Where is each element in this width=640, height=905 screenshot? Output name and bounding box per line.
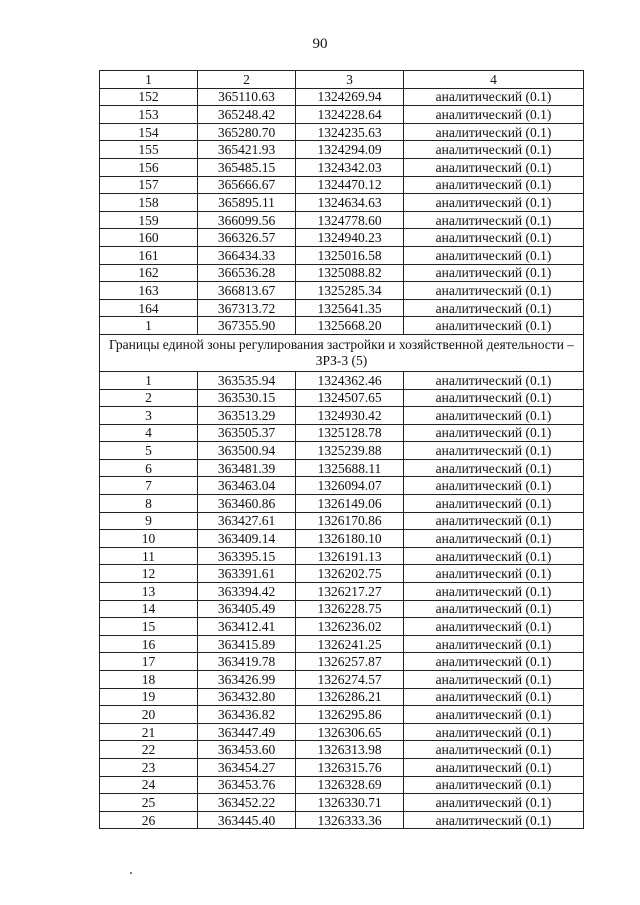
table-cell: 1326170.86 (296, 512, 404, 530)
table-cell: 363535.94 (198, 371, 296, 389)
table-cell: 1326094.07 (296, 477, 404, 495)
table-cell: аналитический (0.1) (404, 758, 584, 776)
table-cell: аналитический (0.1) (404, 653, 584, 671)
table-cell: 14 (100, 600, 198, 618)
table-cell: аналитический (0.1) (404, 600, 584, 618)
table-row (100, 495, 584, 513)
table-cell: 13 (100, 583, 198, 601)
table-cell: 1326306.65 (296, 723, 404, 741)
table-cell: аналитический (0.1) (404, 299, 584, 317)
table-cell: 1326202.75 (296, 565, 404, 583)
table-cell: аналитический (0.1) (404, 371, 584, 389)
table-cell: 1326180.10 (296, 530, 404, 548)
table-row (100, 211, 584, 229)
table-cell: 19 (100, 688, 198, 706)
table-cell: 1325285.34 (296, 282, 404, 300)
table-row (100, 618, 584, 636)
table-cell: 156 (100, 158, 198, 176)
coordinates-table (99, 70, 584, 829)
table-cell: аналитический (0.1) (404, 794, 584, 812)
table-cell: 363391.61 (198, 565, 296, 583)
header-cell: 3 (296, 71, 404, 89)
table-cell: 18 (100, 671, 198, 689)
table-cell: аналитический (0.1) (404, 459, 584, 477)
table-cell: 26 (100, 811, 198, 829)
table-cell: аналитический (0.1) (404, 618, 584, 636)
table-cell: аналитический (0.1) (404, 530, 584, 548)
table-cell: 153 (100, 106, 198, 124)
table-cell: аналитический (0.1) (404, 477, 584, 495)
table-cell: 1326191.13 (296, 547, 404, 565)
table-row (100, 600, 584, 618)
table-cell: аналитический (0.1) (404, 176, 584, 194)
table-cell: 9 (100, 512, 198, 530)
table-cell: 1325239.88 (296, 442, 404, 460)
table-cell: 363395.15 (198, 547, 296, 565)
table-cell: аналитический (0.1) (404, 141, 584, 159)
header-cell: 4 (404, 71, 584, 89)
table-cell: 366326.57 (198, 229, 296, 247)
table-cell: аналитический (0.1) (404, 635, 584, 653)
table-cell: аналитический (0.1) (404, 158, 584, 176)
table-cell: 363405.49 (198, 600, 296, 618)
table-cell: 363409.14 (198, 530, 296, 548)
table-cell: 23 (100, 758, 198, 776)
table-cell: 365248.42 (198, 106, 296, 124)
table-cell: аналитический (0.1) (404, 776, 584, 794)
table-cell: 21 (100, 723, 198, 741)
table-cell: аналитический (0.1) (404, 211, 584, 229)
table-cell: 25 (100, 794, 198, 812)
table-cell: 1326257.87 (296, 653, 404, 671)
table-cell: 363460.86 (198, 495, 296, 513)
table-cell: 162 (100, 264, 198, 282)
table-cell: 1326236.02 (296, 618, 404, 636)
table-cell: 367313.72 (198, 299, 296, 317)
page-number: 90 (312, 36, 328, 52)
table-cell: 363453.60 (198, 741, 296, 759)
table-cell: 1326295.86 (296, 706, 404, 724)
table-cell: 1326333.36 (296, 811, 404, 829)
table-cell: аналитический (0.1) (404, 407, 584, 425)
table-row (100, 229, 584, 247)
header-cell: 2 (198, 71, 296, 89)
table-row (100, 389, 584, 407)
table-cell: аналитический (0.1) (404, 264, 584, 282)
table-cell: аналитический (0.1) (404, 688, 584, 706)
table-row (100, 688, 584, 706)
table-cell: 1324778.60 (296, 211, 404, 229)
table-cell: 160 (100, 229, 198, 247)
table-cell: 1324507.65 (296, 389, 404, 407)
table-cell: аналитический (0.1) (404, 547, 584, 565)
table-cell: 1325641.35 (296, 299, 404, 317)
table-cell: 363500.94 (198, 442, 296, 460)
table-row (100, 123, 584, 141)
table-cell: 16 (100, 635, 198, 653)
table-cell: 1324634.63 (296, 194, 404, 212)
table-cell: 1325688.11 (296, 459, 404, 477)
table-cell: 1324228.64 (296, 106, 404, 124)
table-cell: 363412.41 (198, 618, 296, 636)
table-cell: 10 (100, 530, 198, 548)
table-cell: 5 (100, 442, 198, 460)
table-cell: 1325088.82 (296, 264, 404, 282)
table-cell: 363427.61 (198, 512, 296, 530)
table-cell: аналитический (0.1) (404, 282, 584, 300)
table-cell: 1326286.21 (296, 688, 404, 706)
table-cell: аналитический (0.1) (404, 495, 584, 513)
table-cell: 1325128.78 (296, 424, 404, 442)
table-row (100, 424, 584, 442)
table-cell: аналитический (0.1) (404, 424, 584, 442)
table-cell: 363513.29 (198, 407, 296, 425)
section-title: Границы единой зоны регулирования застройки и хозяйственной деятельности – ЗРЗ-3 (5) (100, 334, 584, 371)
table-cell: аналитический (0.1) (404, 88, 584, 106)
table-row (100, 530, 584, 548)
table-row (100, 811, 584, 829)
table-cell: 2 (100, 389, 198, 407)
table-cell: 1326241.25 (296, 635, 404, 653)
table-cell: 363419.78 (198, 653, 296, 671)
table-row (100, 106, 584, 124)
table-cell: 3 (100, 407, 198, 425)
table-cell: 363436.82 (198, 706, 296, 724)
table-cell: 366536.28 (198, 264, 296, 282)
table-row (100, 706, 584, 724)
table-cell: 1324940.23 (296, 229, 404, 247)
table-cell: 363447.49 (198, 723, 296, 741)
table-cell: 365895.11 (198, 194, 296, 212)
table-cell: 365280.70 (198, 123, 296, 141)
table-row (100, 176, 584, 194)
table-row (100, 88, 584, 106)
table-cell: 363505.37 (198, 424, 296, 442)
table-cell: аналитический (0.1) (404, 229, 584, 247)
table-cell: 6 (100, 459, 198, 477)
table-cell: 365485.15 (198, 158, 296, 176)
table-header-row (100, 71, 584, 89)
table-cell: 152 (100, 88, 198, 106)
table-row (100, 246, 584, 264)
table-cell: 11 (100, 547, 198, 565)
table-cell: 1326217.27 (296, 583, 404, 601)
table-cell: 1326315.76 (296, 758, 404, 776)
table-cell: 157 (100, 176, 198, 194)
table-cell: 22 (100, 741, 198, 759)
table-cell: 366434.33 (198, 246, 296, 264)
table-cell: 1 (100, 317, 198, 335)
table-cell: 7 (100, 477, 198, 495)
table-cell: 158 (100, 194, 198, 212)
table-row (100, 741, 584, 759)
table-row (100, 158, 584, 176)
scan-speck (130, 872, 132, 874)
table-cell: аналитический (0.1) (404, 123, 584, 141)
table-cell: 363454.27 (198, 758, 296, 776)
table-cell: 1326149.06 (296, 495, 404, 513)
table-cell: 363426.99 (198, 671, 296, 689)
table-row (100, 282, 584, 300)
table-row (100, 635, 584, 653)
table-cell: аналитический (0.1) (404, 741, 584, 759)
table-cell: аналитический (0.1) (404, 442, 584, 460)
table-cell: 1324930.42 (296, 407, 404, 425)
table-row (100, 442, 584, 460)
table-cell: 15 (100, 618, 198, 636)
table-row (100, 758, 584, 776)
table-cell: 1326330.71 (296, 794, 404, 812)
table-cell: 24 (100, 776, 198, 794)
table-row (100, 653, 584, 671)
header-cell: 1 (100, 71, 198, 89)
table-cell: аналитический (0.1) (404, 246, 584, 264)
table-cell: 363452.22 (198, 794, 296, 812)
table-row (100, 565, 584, 583)
table-cell: 363415.89 (198, 635, 296, 653)
table-cell: 367355.90 (198, 317, 296, 335)
table-row (100, 512, 584, 530)
table-cell: 363463.04 (198, 477, 296, 495)
table-row (100, 723, 584, 741)
table-cell: 154 (100, 123, 198, 141)
table-cell: 8 (100, 495, 198, 513)
table-cell: 12 (100, 565, 198, 583)
table-cell: 363530.15 (198, 389, 296, 407)
table-cell: аналитический (0.1) (404, 194, 584, 212)
table-cell: аналитический (0.1) (404, 671, 584, 689)
table-cell: 1 (100, 371, 198, 389)
table-row (100, 194, 584, 212)
table-cell: 1326274.57 (296, 671, 404, 689)
table-cell: аналитический (0.1) (404, 706, 584, 724)
table-cell: аналитический (0.1) (404, 723, 584, 741)
table-row (100, 299, 584, 317)
table-row (100, 264, 584, 282)
table-cell: 1325016.58 (296, 246, 404, 264)
table-cell: 365110.63 (198, 88, 296, 106)
table-cell: 366099.56 (198, 211, 296, 229)
table-cell: аналитический (0.1) (404, 106, 584, 124)
table-cell: 1326228.75 (296, 600, 404, 618)
table-cell: 163 (100, 282, 198, 300)
table-cell: 363394.42 (198, 583, 296, 601)
table-row (100, 371, 584, 389)
table-cell: 1324470.12 (296, 176, 404, 194)
table-cell: 1324362.46 (296, 371, 404, 389)
table-cell: 1324294.09 (296, 141, 404, 159)
table-cell: 363481.39 (198, 459, 296, 477)
table-cell: 155 (100, 141, 198, 159)
table-cell: 363432.80 (198, 688, 296, 706)
table-cell: аналитический (0.1) (404, 565, 584, 583)
table-cell: 363445.40 (198, 811, 296, 829)
table-cell: 365421.93 (198, 141, 296, 159)
table-row (100, 776, 584, 794)
table-cell: 1326313.98 (296, 741, 404, 759)
table-row (100, 141, 584, 159)
table-cell: 1324342.03 (296, 158, 404, 176)
table-cell: 1325668.20 (296, 317, 404, 335)
coordinates-table-body (100, 71, 584, 829)
table-cell: аналитический (0.1) (404, 512, 584, 530)
table-row (100, 671, 584, 689)
table-cell: аналитический (0.1) (404, 811, 584, 829)
table-cell: 164 (100, 299, 198, 317)
table-row (100, 794, 584, 812)
table-row (100, 317, 584, 335)
table-row (100, 459, 584, 477)
table-cell: 4 (100, 424, 198, 442)
table-cell: 366813.67 (198, 282, 296, 300)
table-cell: 17 (100, 653, 198, 671)
table-row (100, 583, 584, 601)
table-cell: аналитический (0.1) (404, 389, 584, 407)
table-cell: аналитический (0.1) (404, 317, 584, 335)
table-cell: 20 (100, 706, 198, 724)
table-row (100, 407, 584, 425)
table-row (100, 547, 584, 565)
table-cell: аналитический (0.1) (404, 583, 584, 601)
table-cell: 1324269.94 (296, 88, 404, 106)
table-cell: 1326328.69 (296, 776, 404, 794)
section-title-row (100, 334, 584, 371)
table-cell: 159 (100, 211, 198, 229)
table-cell: 363453.76 (198, 776, 296, 794)
table-cell: 1324235.63 (296, 123, 404, 141)
table-cell: 365666.67 (198, 176, 296, 194)
table-row (100, 477, 584, 495)
table-cell: 161 (100, 246, 198, 264)
